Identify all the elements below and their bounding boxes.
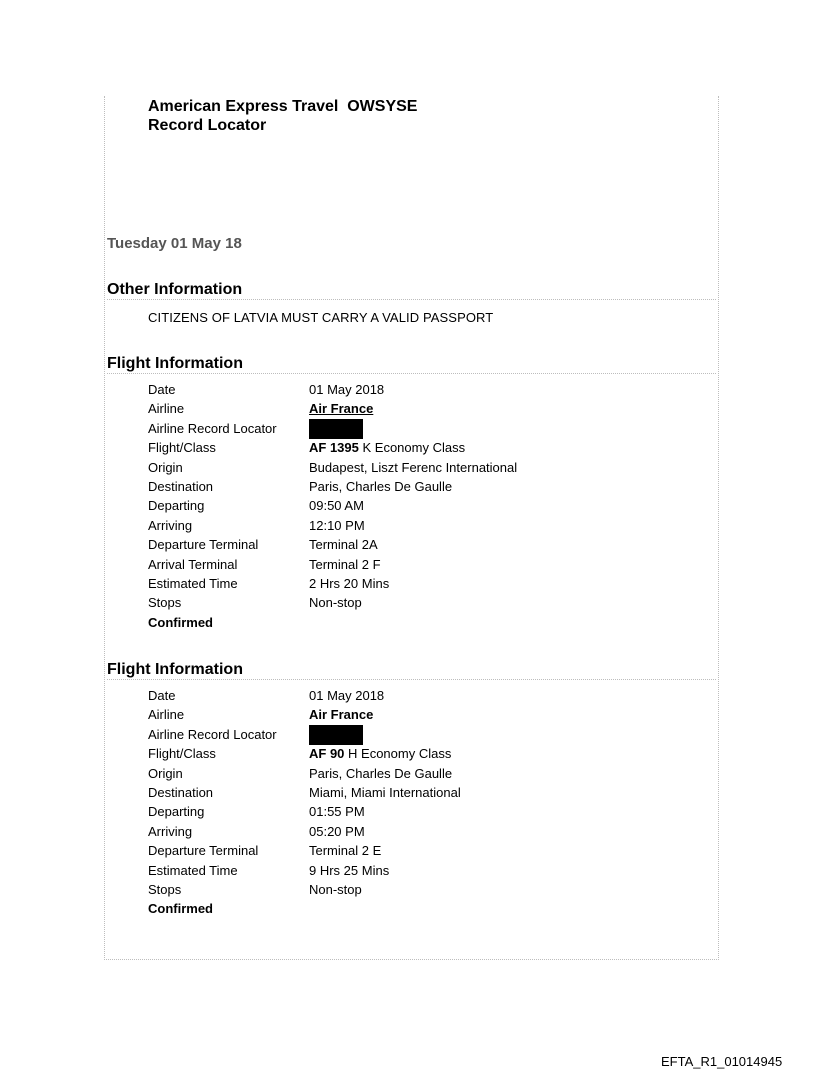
origin-label: Origin — [148, 765, 183, 781]
record-locator-label: Airline Record Locator — [148, 420, 277, 436]
arriving-label: Arriving — [148, 517, 193, 533]
redaction-box — [309, 419, 363, 439]
origin-value: Paris, Charles De Gaulle — [309, 765, 453, 781]
class-value: K Economy Class — [358, 440, 466, 456]
airline-label: Airline — [148, 401, 185, 417]
date-label: Date — [148, 382, 176, 397]
departure-terminal-label: Departure Terminal — [148, 537, 259, 553]
arriving-label: Arriving — [148, 823, 193, 839]
passport-note: CITIZENS OF LATVIA MUST CARRY A VALID PASSPORT — [148, 310, 494, 325]
destination-value: Paris, Charles De Gaulle — [309, 478, 453, 494]
date-label: Date — [148, 688, 176, 703]
origin-value: Budapest, Liszt Ferenc International — [309, 459, 518, 475]
date-value: 01 May 2018 — [309, 688, 385, 703]
header-subtitle: Record Locator — [148, 117, 267, 134]
departing-value: 01:55 PM — [309, 804, 365, 820]
flight-number: AF 1395 — [309, 440, 359, 456]
departure-terminal-value: Terminal 2 E — [309, 843, 382, 859]
estimated-time-value: 2 Hrs 20 Mins — [309, 575, 390, 591]
flight-class-label: Flight/Class — [148, 746, 216, 762]
confirmed-status: Confirmed — [148, 614, 213, 630]
confirmed-status: Confirmed — [148, 901, 213, 917]
flight-class-label: Flight/Class — [148, 440, 216, 456]
arrival-terminal-label: Arrival Terminal — [148, 556, 238, 572]
airline-value: Air France — [309, 401, 374, 417]
class-value: H Economy Class — [344, 746, 452, 762]
destination-label: Destination — [148, 478, 214, 494]
stops-value: Non-stop — [309, 595, 362, 611]
arrival-terminal-value: Terminal 2 F — [309, 556, 381, 572]
day-heading: Tuesday 01 May 18 — [107, 235, 242, 252]
departing-label: Departing — [148, 498, 205, 514]
stops-label: Stops — [148, 881, 182, 897]
departure-terminal-value: Terminal 2A — [309, 537, 378, 553]
other-information-title: Other Information — [107, 280, 716, 300]
destination-label: Destination — [148, 784, 214, 800]
departing-label: Departing — [148, 804, 205, 820]
redaction-box — [309, 725, 363, 745]
estimated-time-label: Estimated Time — [148, 575, 238, 591]
record-locator-label: Airline Record Locator — [148, 726, 277, 742]
origin-label: Origin — [148, 459, 183, 475]
arriving-value: 05:20 PM — [309, 823, 365, 839]
estimated-time-label: Estimated Time — [148, 862, 238, 878]
document-id: EFTA_R1_01014945 — [661, 1054, 783, 1069]
airline-value: Air France — [309, 707, 374, 723]
flight-2-title: Flight Information — [107, 660, 716, 680]
flight-number: AF 90 — [309, 746, 345, 762]
header-title: American Express Travel OWSYSE — [148, 98, 418, 115]
estimated-time-value: 9 Hrs 25 Mins — [309, 862, 390, 878]
departure-terminal-label: Departure Terminal — [148, 843, 259, 859]
itinerary-header — [148, 97, 417, 135]
flight-1-title: Flight Information — [107, 354, 716, 374]
arriving-value: 12:10 PM — [309, 517, 365, 533]
date-value: 01 May 2018 — [309, 382, 385, 397]
departing-value: 09:50 AM — [309, 498, 364, 514]
stops-value: Non-stop — [309, 881, 362, 897]
destination-value: Miami, Miami International — [309, 784, 461, 800]
stops-label: Stops — [148, 595, 182, 611]
airline-label: Airline — [148, 707, 185, 723]
